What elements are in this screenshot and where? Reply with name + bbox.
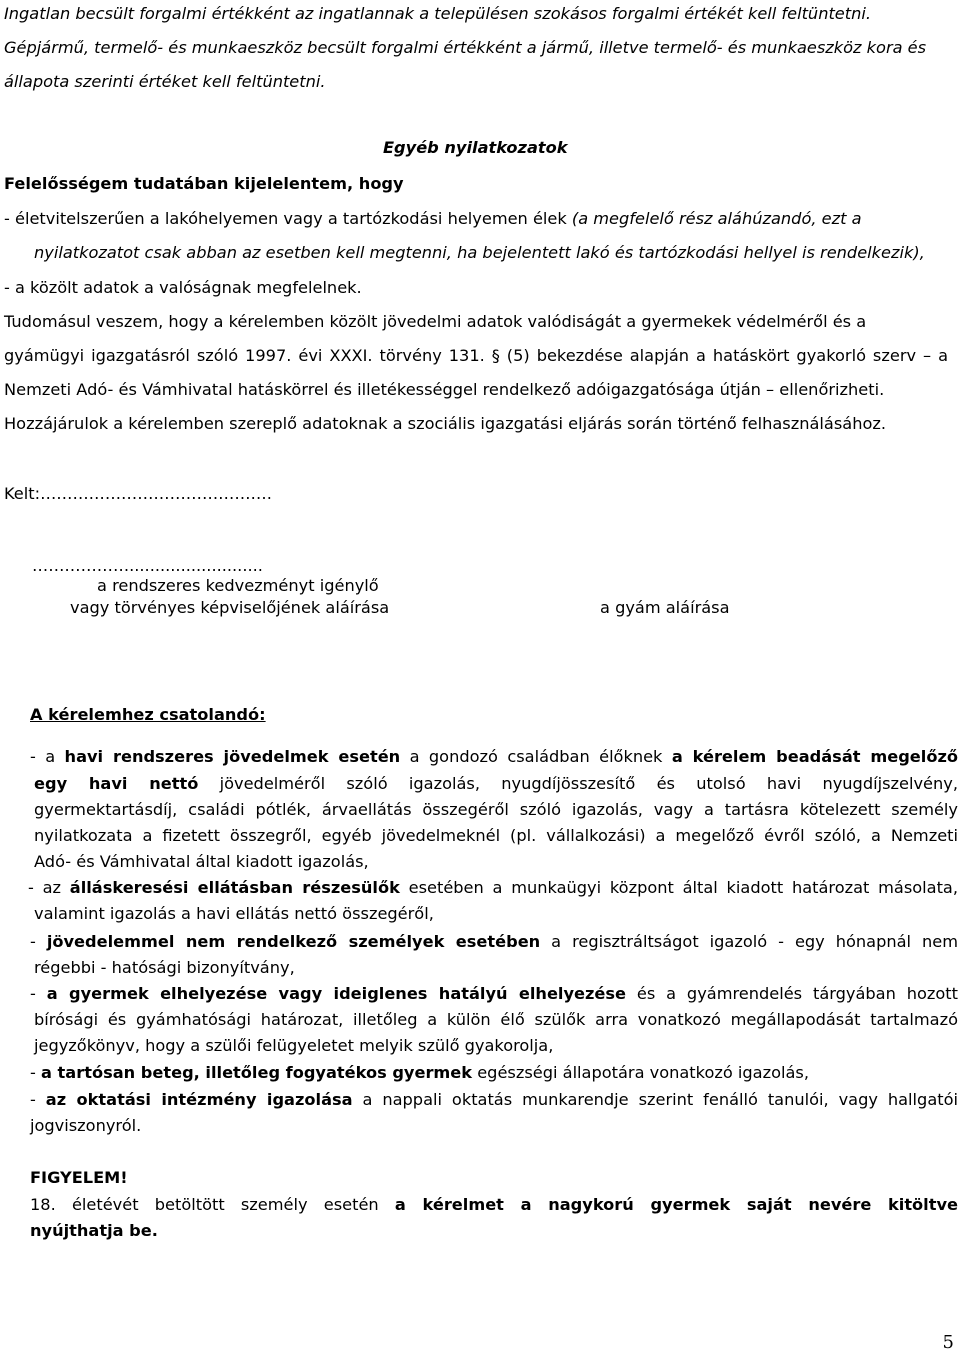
- intro-line-3: állapota szerinti értéket kell feltüntetni.: [4, 72, 326, 91]
- attachment-2-text: esetében a munkaügyi központ által kiadott határozat másolata,: [399, 878, 958, 897]
- attachment-1-bold-b: a kérelem beadását megelőző: [671, 747, 958, 766]
- attachment-2-bold: álláskeresési ellátásban részesülők: [69, 878, 400, 897]
- acknowledgement-line-3: Nemzeti Adó- és Vámhivatal hatáskörrel és illetékességgel rendelkező adóigazgatósága útján – ellenőrizheti.: [4, 380, 885, 399]
- page-number: 5: [942, 1332, 954, 1353]
- attachments-heading: A kérelemhez csatolandó:: [30, 705, 266, 724]
- attachment-4-prefix: -: [30, 984, 47, 1003]
- acknowledgement-line-2b: § (5) bekezdése alapján a hatáskört gyakorló szerv – a: [491, 346, 948, 365]
- attachment-1-text-b: jövedelméről szóló igazolás, nyugdíjösszesítő és utolsó havi nyugdíjszelvény,: [198, 774, 958, 793]
- attachment-1-bold-a: havi rendszeres jövedelmek esetén: [64, 747, 401, 766]
- intro-line-2: Gépjármű, termelő- és munkaeszköz becsült forgalmi értékként a jármű, illetve termelő- és munkaeszköz kora és: [4, 38, 927, 57]
- attachment-3-line-2: régebbi - hatósági bizonyítvány,: [34, 958, 295, 977]
- warning-title: FIGYELEM!: [30, 1168, 128, 1187]
- warning-bold: a kérelmet a nagykorú gyermek saját nevére kitöltve: [394, 1195, 959, 1214]
- attachment-6-prefix: -: [30, 1090, 46, 1109]
- acknowledgement-line-2a: gyámügyi igazgatásról szóló 1997. évi XXXI. törvény 131.: [4, 346, 492, 365]
- signature-right-label: a gyám aláírása: [600, 598, 730, 617]
- attachment-1-line-3: gyermektartásdíj, családi pótlék, árvaellátás összegéről szóló igazolás, vagy a tartásra kötelezett személy: [34, 800, 958, 819]
- attachment-5-bold: a tartósan beteg, illetőleg fogyatékos gyermek: [41, 1063, 473, 1082]
- declaration-item-1: [4, 209, 862, 229]
- attachment-4-line-1: [30, 984, 958, 1004]
- attachment-4-line-3: jegyzőkönyv, hogy a szülői felügyeletet melyik szülő gyakorolja,: [34, 1036, 554, 1055]
- acknowledgement-line-2: [4, 346, 948, 366]
- acknowledgement-line-1: Tudomásul veszem, hogy a kérelemben közölt jövedelmi adatok valódiságát a gyermekek védelméről és a: [4, 312, 867, 331]
- signature-left-label-1: a rendszeres kedvezményt igénylő: [97, 576, 379, 595]
- attachment-1-line-4: nyilatkozata a fizetett összegről, egyéb jövedelmeknél (pl. vállalkozási) a megelőző évről szóló, a Nemzeti: [34, 826, 958, 845]
- signature-dotted-line: ………………..........................: [32, 556, 263, 575]
- attachment-5-text: egészségi állapotára vonatkozó igazolás,: [472, 1063, 809, 1082]
- attachment-4-line-2: bírósági és gyámhatósági határozat, illetőleg a külön élő szülők arra vonatkozó megállapodását tartalmazó: [34, 1010, 958, 1029]
- attachment-5-prefix: -: [30, 1063, 41, 1082]
- attachment-2-line-2: valamint igazolás a havi ellátás nettó összegéről,: [34, 904, 434, 923]
- attachment-2-prefix: - az: [28, 878, 70, 897]
- warning-line-2: nyújthatja be.: [30, 1221, 158, 1240]
- attachment-1-line-1: [30, 747, 958, 767]
- attachment-3-bold: jövedelemmel nem rendelkező személyek esetében: [46, 932, 541, 951]
- attachment-6-text: a nappali oktatás munkarendje szerint fenálló tanulói, vagy hallgatói: [352, 1090, 958, 1109]
- warning-line-1: [30, 1195, 958, 1215]
- attachment-4-text: és a gyámrendelés tárgyában hozott: [626, 984, 958, 1003]
- section-title: Egyéb nyilatkozatok: [383, 138, 568, 157]
- signature-left-label-2: vagy törvényes képviselőjének aláírása: [70, 598, 390, 617]
- declaration-item-1-text: - életvitelszerűen a lakóhelyemen vagy a tartózkodási helyemen élek: [4, 209, 572, 228]
- attachment-1-line-2: [34, 774, 958, 794]
- attachment-1-text-a: a gondozó családban élőknek: [400, 747, 672, 766]
- attachment-1-bold-c: egy havi nettó: [34, 774, 199, 793]
- attachment-6-line-1: [30, 1090, 958, 1110]
- intro-line-1: Ingatlan becsült forgalmi értékként az ingatlannak a településen szokásos forgalmi értékét kell feltüntetni.: [4, 4, 872, 23]
- attachment-1-prefix: - a: [30, 747, 65, 766]
- declaration-item-1-note: (a megfelelő rész aláhúzandó, ezt a: [571, 209, 862, 228]
- declaration-item-1-cont: nyilatkozatot csak abban az esetben kell megtenni, ha bejelentett lakó és tartózkodási hellyel is rendelkezik),: [34, 243, 925, 262]
- attachment-3-prefix: -: [30, 932, 47, 951]
- attachment-2-line-1: [28, 878, 958, 898]
- kelt-field: Kelt:…………………………………….: [4, 484, 272, 503]
- attachment-4-bold: a gyermek elhelyezése vagy ideiglenes hatályú elhelyezése: [46, 984, 627, 1003]
- attachment-3-text: a regisztráltságot igazoló - egy hónapnál nem: [540, 932, 958, 951]
- attachment-1-line-5: Adó- és Vámhivatal által kiadott igazolás,: [34, 852, 369, 871]
- attachment-5-line-1: [30, 1063, 809, 1083]
- warning-text: 18. életévét betöltött személy esetén: [30, 1195, 395, 1214]
- attachment-3-line-1: [30, 932, 958, 952]
- declaration-heading: Felelősségem tudatában kijelelentem, hogy: [4, 174, 404, 193]
- consent-paragraph: Hozzájárulok a kérelemben szereplő adatoknak a szociális igazgatási eljárás során történő felhasználásához.: [4, 414, 886, 433]
- attachment-6-bold: az oktatási intézmény igazolása: [45, 1090, 353, 1109]
- declaration-item-2: - a közölt adatok a valóságnak megfelelnek.: [4, 278, 362, 297]
- attachment-6-line-2: jogviszonyról.: [30, 1116, 142, 1135]
